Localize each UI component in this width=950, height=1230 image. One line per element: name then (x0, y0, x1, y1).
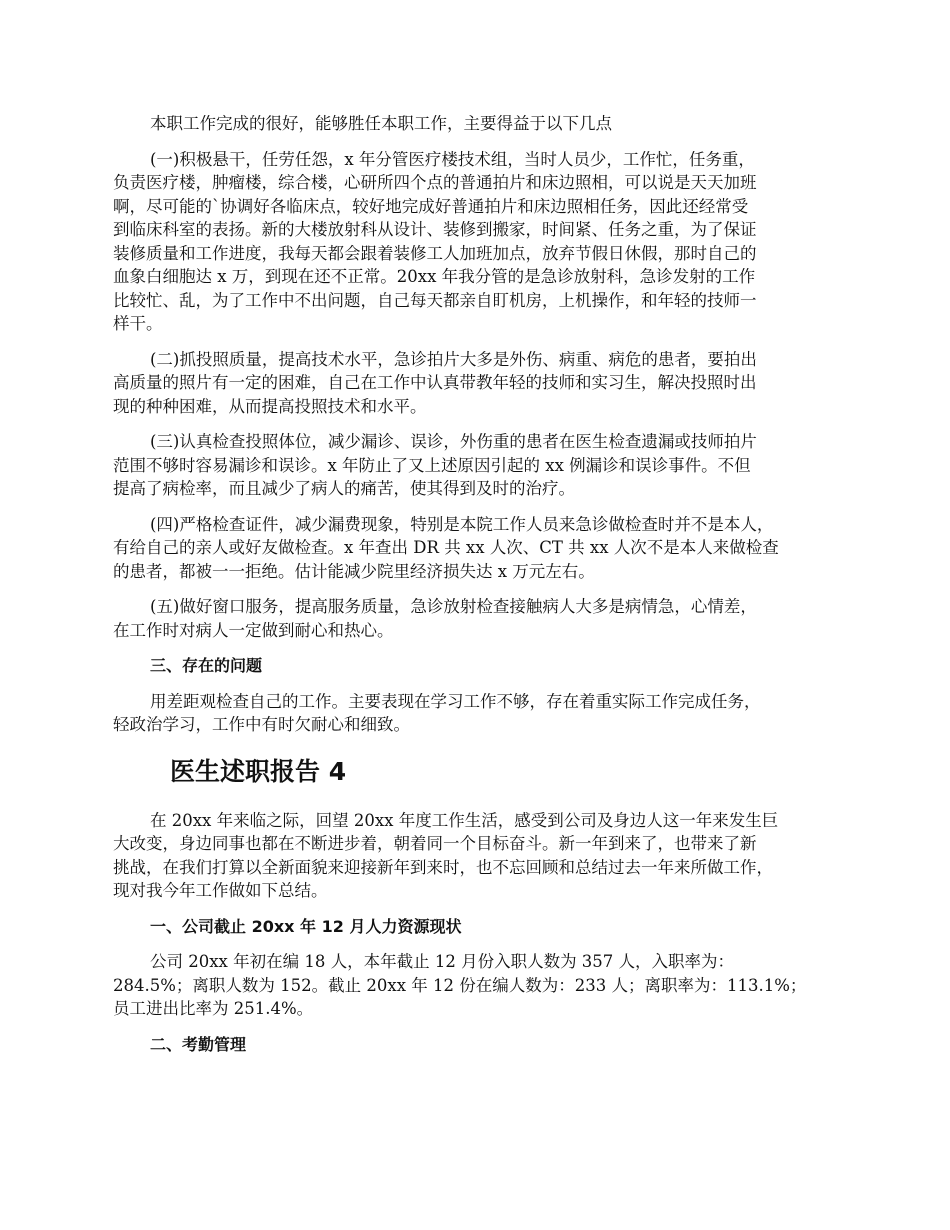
paragraph-line: 挑战，在我们打算以全新面貌来迎接新年到来时，也不忘回顾和总结过去一年来所做工作， (113, 857, 773, 877)
paragraph-line: 到临床科室的表扬。新的大楼放射科从设计、装修到搬家，时间紧、任务之重，为了保证 (113, 220, 757, 239)
paragraph-line: (二)抓投照质量，提高技术水平，急诊拍片大多是外伤、病重、病危的患者，要拍出 (150, 349, 757, 369)
paragraph-line: 用差距观检查自己的工作。主要表现在学习工作不够，存在着重实际工作完成任务， (150, 691, 761, 711)
section-heading: 一、公司截止 20xx 年 12 月人力资源现状 (150, 916, 462, 936)
paragraph (113, 348, 843, 419)
paragraph-line: 有给自己的亲人或好友做检查。x 年查出 DR 共 xx 人次、CT 共 xx 人次不是本人来做检查 (113, 538, 779, 557)
paragraph (113, 148, 843, 336)
paragraph (113, 690, 843, 737)
paragraph (113, 112, 843, 136)
paragraph-line: 员工进出比率为 251.4%。 (113, 999, 314, 1018)
paragraph-line: 本职工作完成的很好，能够胜任本职工作，主要得益于以下几点 (150, 114, 612, 133)
paragraph-line: (四)严格检查证件，减少漏费现象，特别是本院工作人员来急诊做检查时并不是本人， (150, 514, 774, 534)
paragraph-line: 负责医疗楼，肿瘤楼，综合楼，心研所四个点的普通拍片和床边照相，可以说是天天加班 (113, 173, 757, 192)
paragraph-line: 比较忙、乱，为了工作中不出问题，自己每天都亲自盯机房，上机操作，和年轻的技师一 (113, 290, 757, 310)
paragraph (113, 513, 843, 584)
paragraph-line: 公司 20xx 年初在编 18 人，本年截止 12 月份入职人数为 357 人，入职率为： (150, 952, 735, 971)
paragraph-line: 提高了病检率，而且减少了病人的痛苦，使其得到及时的治疗。 (113, 479, 575, 498)
paragraph-line: 轻政治学习，工作中有时欠耐心和细致。 (113, 715, 410, 734)
paragraph-line: 现对我今年工作做如下总结。 (113, 881, 328, 900)
section-heading: 三、存在的问题 (150, 656, 263, 675)
paragraph-line: (一)积极悬干，任劳任怨，x 年分管医疗楼技术组，当时人员少，工作忙，任务重， (150, 149, 755, 169)
paragraph (113, 595, 843, 642)
document-title: 医生述职报告 4 (170, 756, 347, 786)
paragraph (113, 809, 843, 903)
paragraph (113, 430, 843, 501)
paragraph-line: 装修质量和工作进度，我每天都会跟着装修工人加班加点，放弃节假日休假，那时自己的 (113, 243, 757, 263)
paragraph-line: 284.5%；离职人数为 152。截止 20xx 年 12 份在编人数为：233 人；离职率为：113.1%； (113, 975, 807, 995)
paragraph-line: (五)做好窗口服务，提高服务质量，急诊放射检查接触病人大多是病情急，心情差， (150, 597, 757, 616)
paragraph-line: 在 20xx 年来临之际，回望 20xx 年度工作生活，感受到公司及身边人这一年来发生巨 (150, 810, 779, 830)
document-page (113, 112, 843, 1068)
paragraph-line: 的患者，都被一一拒绝。估计能减少院里经济损失达 x 万元左右。 (113, 561, 595, 581)
paragraph-line: 在工作时对病人一定做到耐心和热心。 (113, 620, 394, 640)
paragraph-line: 高质量的照片有一定的困难，自己在工作中认真带教年轻的技师和实习生，解决投照时出 (113, 373, 757, 392)
paragraph-line: (三)认真检查投照体位，减少漏诊、误诊，外伤重的患者在医生检查遗漏或技师拍片 (150, 432, 757, 451)
paragraph-line: 大改变，身边同事也都在不断进步着，朝着同一个目标奋斗。新一年到来了，也带来了新 (113, 834, 757, 853)
paragraph-line: 啊，尽可能的`协调好各临床点，较好地完成好普通拍片和床边照相任务，因此还经常受 (113, 196, 749, 216)
section-heading: 二、考勤管理 (150, 1034, 247, 1054)
paragraph-line: 现的种种困难，从而提高投照技术和水平。 (113, 396, 427, 416)
paragraph-line: 血象白细胞达 x 万，到现在还不正常。20xx 年我分管的是急诊放射科，急诊发射的工作 (113, 267, 756, 286)
paragraph-line: 样干。 (113, 314, 163, 333)
paragraph-line: 范围不够时容易漏诊和误诊。x 年防止了又上述原因引起的 xx 例漏诊和误诊事件。不但 (113, 455, 751, 475)
paragraph (113, 950, 843, 1021)
